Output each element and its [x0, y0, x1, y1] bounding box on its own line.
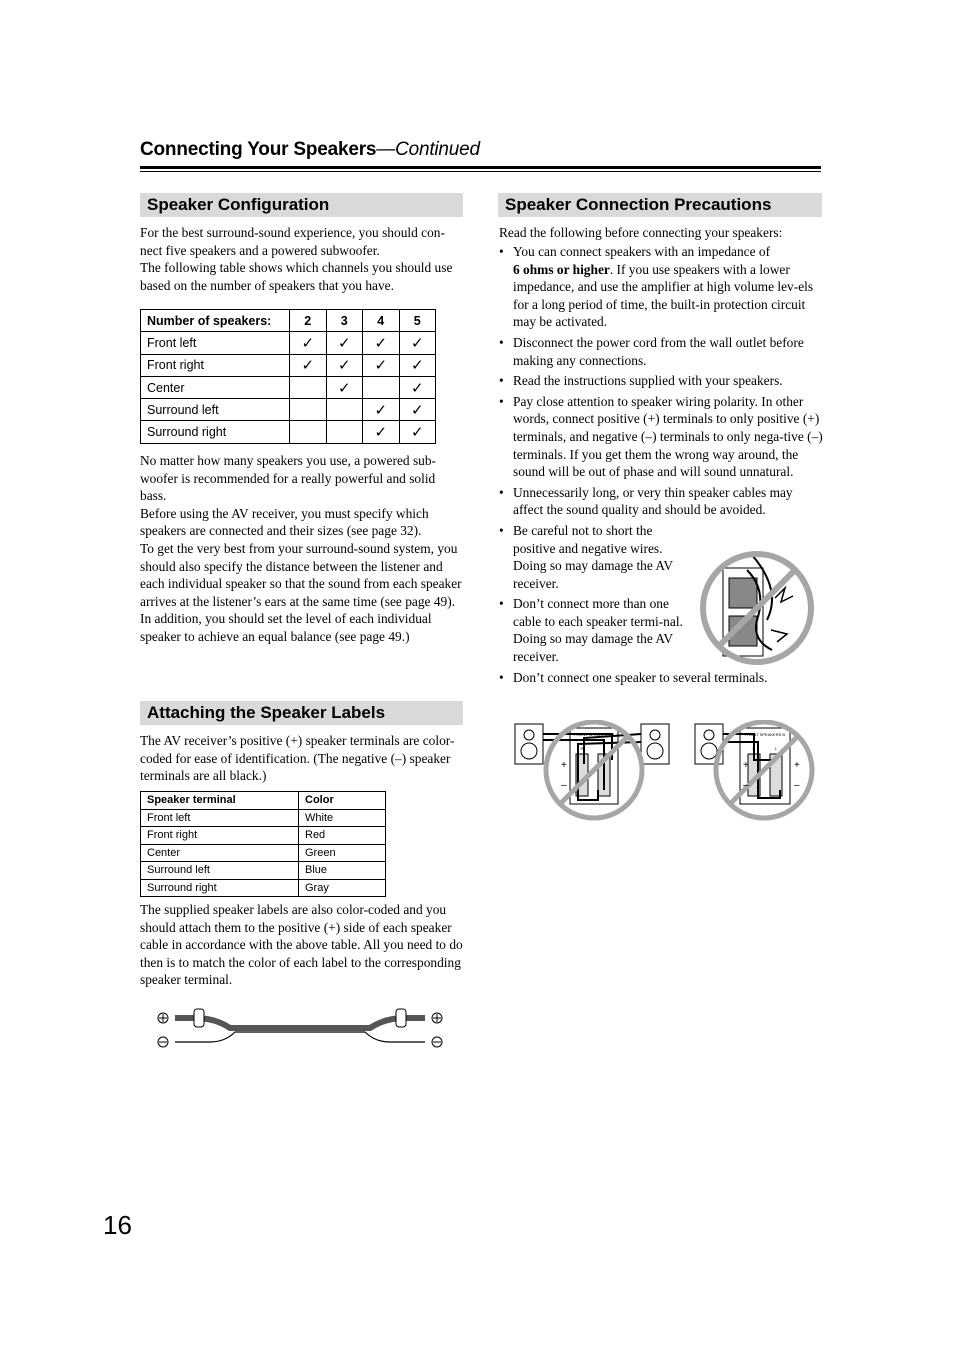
check-mark: ✓: [326, 354, 363, 376]
list-item: • Read the instructions supplied with your speakers.: [499, 372, 823, 390]
table-header-cell: 3: [326, 310, 363, 332]
table-cell: Gray: [299, 879, 386, 897]
speaker-labels-heading: Attaching the Speaker Labels: [140, 701, 463, 725]
check-mark: ✓: [399, 421, 436, 443]
speaker-labels-after: The supplied speaker labels are also color-coded and you should attach them to the positive (+) side of each speaker cable in accordance with the above table. All you need to do then is to match the color of each label to the corresponding speaker terminal.: [140, 902, 463, 988]
header-continued: —Continued: [376, 139, 480, 160]
table-cell: Red: [299, 827, 386, 845]
minus-marker: –: [743, 780, 749, 791]
front-speakers-label: FRONT SPEAKERS B: [573, 732, 615, 737]
table-row: [141, 376, 436, 398]
check-mark: ✓: [363, 399, 400, 421]
header-title: Connecting Your Speakers: [140, 139, 377, 160]
table-cell: White: [299, 809, 386, 827]
minus-marker: –: [561, 780, 567, 791]
check-mark: ✓: [326, 376, 363, 398]
wrong-wiring-illustration-1: [512, 720, 672, 822]
check-mark: [326, 399, 363, 421]
check-mark: ✓: [290, 332, 327, 354]
table-cell: Surround right: [141, 879, 299, 897]
table-header-cell: 2: [290, 310, 327, 332]
terminal-l-label: L: [602, 746, 606, 751]
wrong-wiring-illustration-2: [692, 720, 820, 822]
check-mark: [363, 376, 400, 398]
check-mark: [290, 421, 327, 443]
table-row: [141, 844, 386, 862]
table-cell: Front right: [141, 354, 290, 376]
precautions-heading: Speaker Connection Precautions: [498, 193, 822, 217]
plus-marker: +: [794, 760, 800, 771]
table-cell: Front left: [141, 809, 299, 827]
list-item: • Unnecessarily long, or very thin speaker cables may affect the sound quality and should be avoided.: [499, 484, 823, 519]
paragraph: Before using the AV receiver, you must specify which speakers are connected and their sizes (see page 32).: [140, 505, 429, 539]
precautions-intro: Read the following before connecting your speakers:: [499, 225, 783, 240]
table-header-cell: Color: [299, 792, 386, 810]
bullet-bold: 6 ohms or higher: [513, 261, 610, 277]
terminal-r-label: R: [580, 746, 584, 751]
table-row: [141, 421, 436, 443]
bullet-text: . If you use speakers with a lower impedance, and use the amplifier at high volume lev-els for a long period of time, the built-in protection circuit may be activated.: [513, 261, 814, 330]
table-cell: Front right: [141, 827, 299, 845]
header-rule-thin: [140, 171, 821, 172]
header-rule: [140, 166, 821, 169]
list-item: • Disconnect the power cord from the wall outlet before making any connections.: [499, 334, 823, 369]
short-circuit-warning-illustration: [697, 550, 817, 665]
table-header-row: [141, 792, 386, 810]
table-header-cell: Number of speakers:: [141, 310, 290, 332]
check-mark: [290, 399, 327, 421]
paragraph: To get the very best from your surround-sound system, you should also specify the distance between the listener and each individual speaker so that the sound from each speaker arrives at the listener’s ears at the same time (see page 49). In addition, you should set the level of each individual speaker to achieve an equal balance (see page 49.): [140, 540, 462, 644]
front-speakers-label: FRONT SPEAKERS B: [744, 732, 786, 737]
plus-marker: +: [743, 760, 749, 771]
table-header-cell: Speaker terminal: [141, 792, 299, 810]
table-cell: Surround left: [141, 399, 290, 421]
list-item: • Don’t connect one speaker to several terminals.: [499, 669, 823, 687]
table-row: [141, 354, 436, 376]
page-number: 16: [103, 1210, 132, 1240]
terminal-r-label: R: [752, 746, 756, 751]
bullet-text: You can connect speakers with an impedance of: [513, 244, 771, 259]
check-mark: ✓: [399, 399, 436, 421]
plus-marker: +: [561, 760, 567, 771]
table-cell: Surround left: [141, 862, 299, 880]
check-mark: ✓: [363, 421, 400, 443]
check-mark: ✓: [326, 332, 363, 354]
speaker-config-intro: [140, 224, 464, 294]
list-item: [499, 243, 823, 331]
table-cell: Center: [141, 844, 299, 862]
table-cell: Green: [299, 844, 386, 862]
list-item: • Be careful not to short the positive and negative wires. Doing so may damage the AV receiver.: [499, 522, 691, 592]
table-row: [141, 332, 436, 354]
table-row: [141, 862, 386, 880]
speaker-config-intro-1: For the best surround-sound experience, you should con-nect five speakers and a powered subwoofer.: [140, 225, 445, 258]
check-mark: ✓: [363, 332, 400, 354]
check-mark: ✓: [363, 354, 400, 376]
table-row: [141, 827, 386, 845]
check-mark: ✓: [399, 376, 436, 398]
table-cell: Front left: [141, 332, 290, 354]
check-mark: ✓: [399, 332, 436, 354]
terminal-l-label: L: [774, 746, 778, 751]
table-cell: Surround right: [141, 421, 290, 443]
paragraph: No matter how many speakers you use, a powered sub-woofer is recommended for a really powerful and solid bass.: [140, 453, 436, 504]
table-header-row: [141, 310, 436, 332]
speaker-labels-table: [140, 791, 386, 897]
check-mark: [290, 376, 327, 398]
minus-marker: –: [794, 780, 800, 791]
table-cell: Center: [141, 376, 290, 398]
table-header-cell: 5: [399, 310, 436, 332]
speaker-config-heading: Speaker Configuration: [140, 193, 463, 217]
list-item: • Pay close attention to speaker wiring polarity. In other words, connect positive (+) terminals to only positive (+) terminals, and negative (–) terminals to only nega-tive (–) terminals. If you get them the wrong way around, the sound will be out of phase and will sound unnatural.: [499, 393, 823, 481]
speaker-config-intro-2: The following table shows which channels you should use based on the number of speakers that you have.: [140, 260, 453, 293]
page-header: [140, 139, 480, 161]
table-row: [141, 879, 386, 897]
check-mark: [326, 421, 363, 443]
speaker-config-notes: [140, 452, 464, 646]
table-header-cell: 4: [363, 310, 400, 332]
table-row: [141, 399, 436, 421]
table-cell: Blue: [299, 862, 386, 880]
check-mark: ✓: [290, 354, 327, 376]
speaker-labels-intro: The AV receiver’s positive (+) speaker terminals are color-coded for ease of identification. (The negative (–) speaker terminals are all black.): [140, 733, 455, 784]
speaker-cable-illustration: [150, 998, 450, 1054]
table-row: [141, 809, 386, 827]
speaker-config-table: [140, 309, 436, 444]
check-mark: ✓: [399, 354, 436, 376]
list-item: • Don’t connect more than one cable to each speaker termi-nal. Doing so may damage the AV receiver.: [499, 595, 691, 665]
